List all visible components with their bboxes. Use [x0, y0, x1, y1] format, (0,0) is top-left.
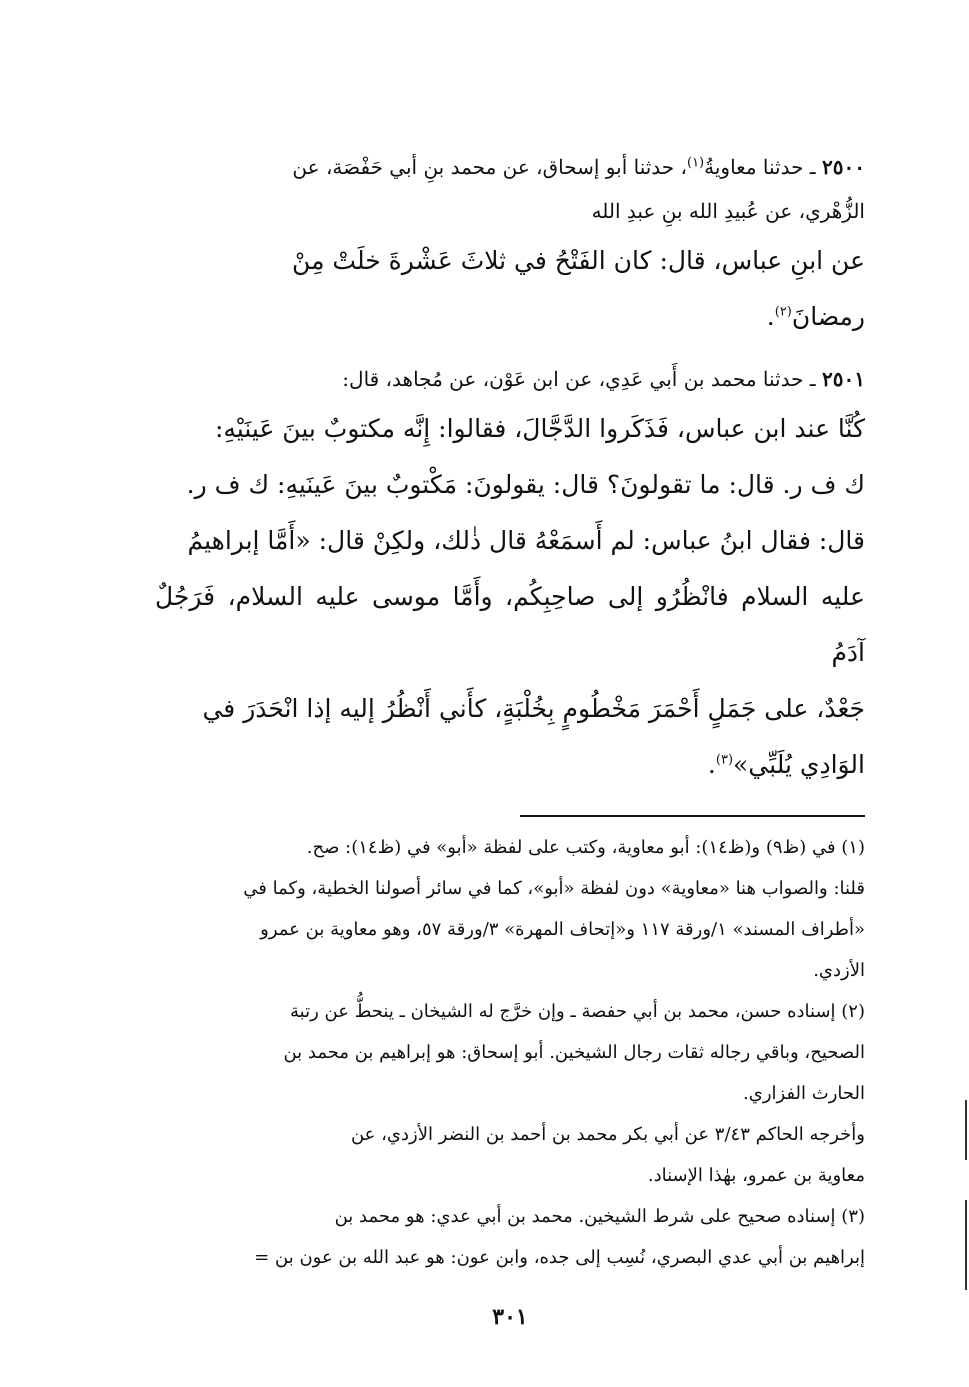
footnote-divider: [520, 815, 865, 817]
isnad-text: ـ حدثنا محمد بن أَبي عَدِي، عن ابن عَوْن، عن مُجاهد، قال:: [342, 367, 816, 391]
footnote-line: الحارث الفزاري.: [743, 1083, 865, 1104]
matn-line: عليه السلام فانْظُرُو إلى صاحِبِكُم، وأَمَّا موسى عليه السلام، فَرَجُلٌ آدَمُ: [155, 582, 865, 667]
period: .: [766, 302, 775, 331]
footnote-ref: (٣): [715, 752, 734, 768]
period: .: [707, 750, 716, 779]
page-number: ٣٠١: [492, 1304, 528, 1330]
isnad-line: الزُّهْري، عن عُبيدِ الله بنِ عبدِ الله: [591, 199, 865, 223]
scan-edge-mark: [965, 1100, 967, 1160]
matn-line: كُنَّا عند ابن عباس، فَذَكَروا الدَّجَّالَ، فقالوا: إِنَّه مكتوبٌ بينَ عَينَيْهِ:: [214, 414, 865, 443]
footnote-line: «أطراف المسند» ١/ورقة ١١٧ و«إتحاف المهرة» ٣/ورقة ٥٧، وهو معاوية بن عمرو: [260, 919, 865, 940]
footnote-line: معاوية بن عمرو، بهٰذا الإسناد.: [647, 1165, 865, 1186]
footnote-line: الصحيح، وباقي رجاله ثقات رجال الشيخين. أبو إسحاق: هو إبراهيم بن محمد بن: [283, 1042, 865, 1063]
isnad-text: ـ حدثنا معاويةُ: [704, 155, 816, 179]
footnote-ref: (١): [686, 155, 705, 171]
matn-line: قال: فقال ابنُ عباس: لم أَسمَعْهُ قال ذٰلك، ولكِنْ قال: «أَمَّا إبراهيمُ: [187, 526, 865, 555]
matn-line: عن ابنِ عباس، قال: كان الفَتْحُ في ثلاثَ عَشْرةَ خلَتْ مِنْ: [292, 246, 865, 275]
footnote-line: وأخرجه الحاكم ٣/٤٣ عن أبي بكر محمد بن أحمد بن النضر الأزدي، عن: [350, 1124, 865, 1145]
isnad-text: ، حدثنا أبو إسحاق، عن محمد بنِ أبي حَفْصَة، عن: [292, 155, 687, 179]
scan-edge-mark: [965, 1200, 967, 1290]
hadith-number: ٢٥٠١: [822, 367, 865, 391]
matn-line: ك ف ر. قال: ما تقولونَ؟ قال: يقولونَ: مَكْتوبٌ بينَ عَينَيهِ: ك ف ر.: [186, 470, 865, 499]
footnote-line: الأزدي.: [813, 960, 865, 981]
isnad-line: [155, 145, 865, 189]
footnote-line: إبراهيم بن أبي عدي البصري، نُسِب إلى جده، وابن عون: هو عبد الله بن عون بن =: [254, 1247, 865, 1268]
book-page: [155, 145, 865, 1330]
footnote-line: (١) في (ظ٩) و(ظ١٤): أبو معاوية، وكتب على لفظة «أبو» في (ظ١٤): صح.: [306, 837, 865, 858]
hadith-2500: [155, 145, 865, 345]
footnote-ref: (٢): [774, 304, 792, 320]
hadith-number: ٢٥٠٠: [822, 155, 865, 179]
matn-line: جَعْدٌ، على جَمَلٍ أَحْمَرَ مَخْطُومٍ بِخُلْبَةٍ، كأَني أَنْظُرُ إليه إذا انْحَدَرَ في: [202, 694, 865, 723]
footnotes: [155, 827, 865, 1278]
matn-line: [155, 737, 865, 793]
matn-text: الوَادِي يُلَبِّي»: [733, 750, 865, 779]
hadith-2501: [155, 357, 865, 793]
matn-text: رمضانَ: [791, 302, 865, 331]
footnote-line: (٢) إسناده حسن، محمد بن أبي حفصة ـ وإن خرَّج له الشيخان ـ ينحطُّ عن رتبة: [290, 1001, 865, 1022]
isnad-line: [155, 357, 865, 401]
matn-line: [155, 289, 865, 345]
footnote-line: (٣) إسناده صحيح على شرط الشيخين. محمد بن أبي عدي: هو محمد بن: [334, 1206, 865, 1227]
footnote-line: قلنا: والصواب هنا «معاوية» دون لفظة «أبو»، كما في سائر أصولنا الخطية، وكما في: [243, 878, 865, 899]
